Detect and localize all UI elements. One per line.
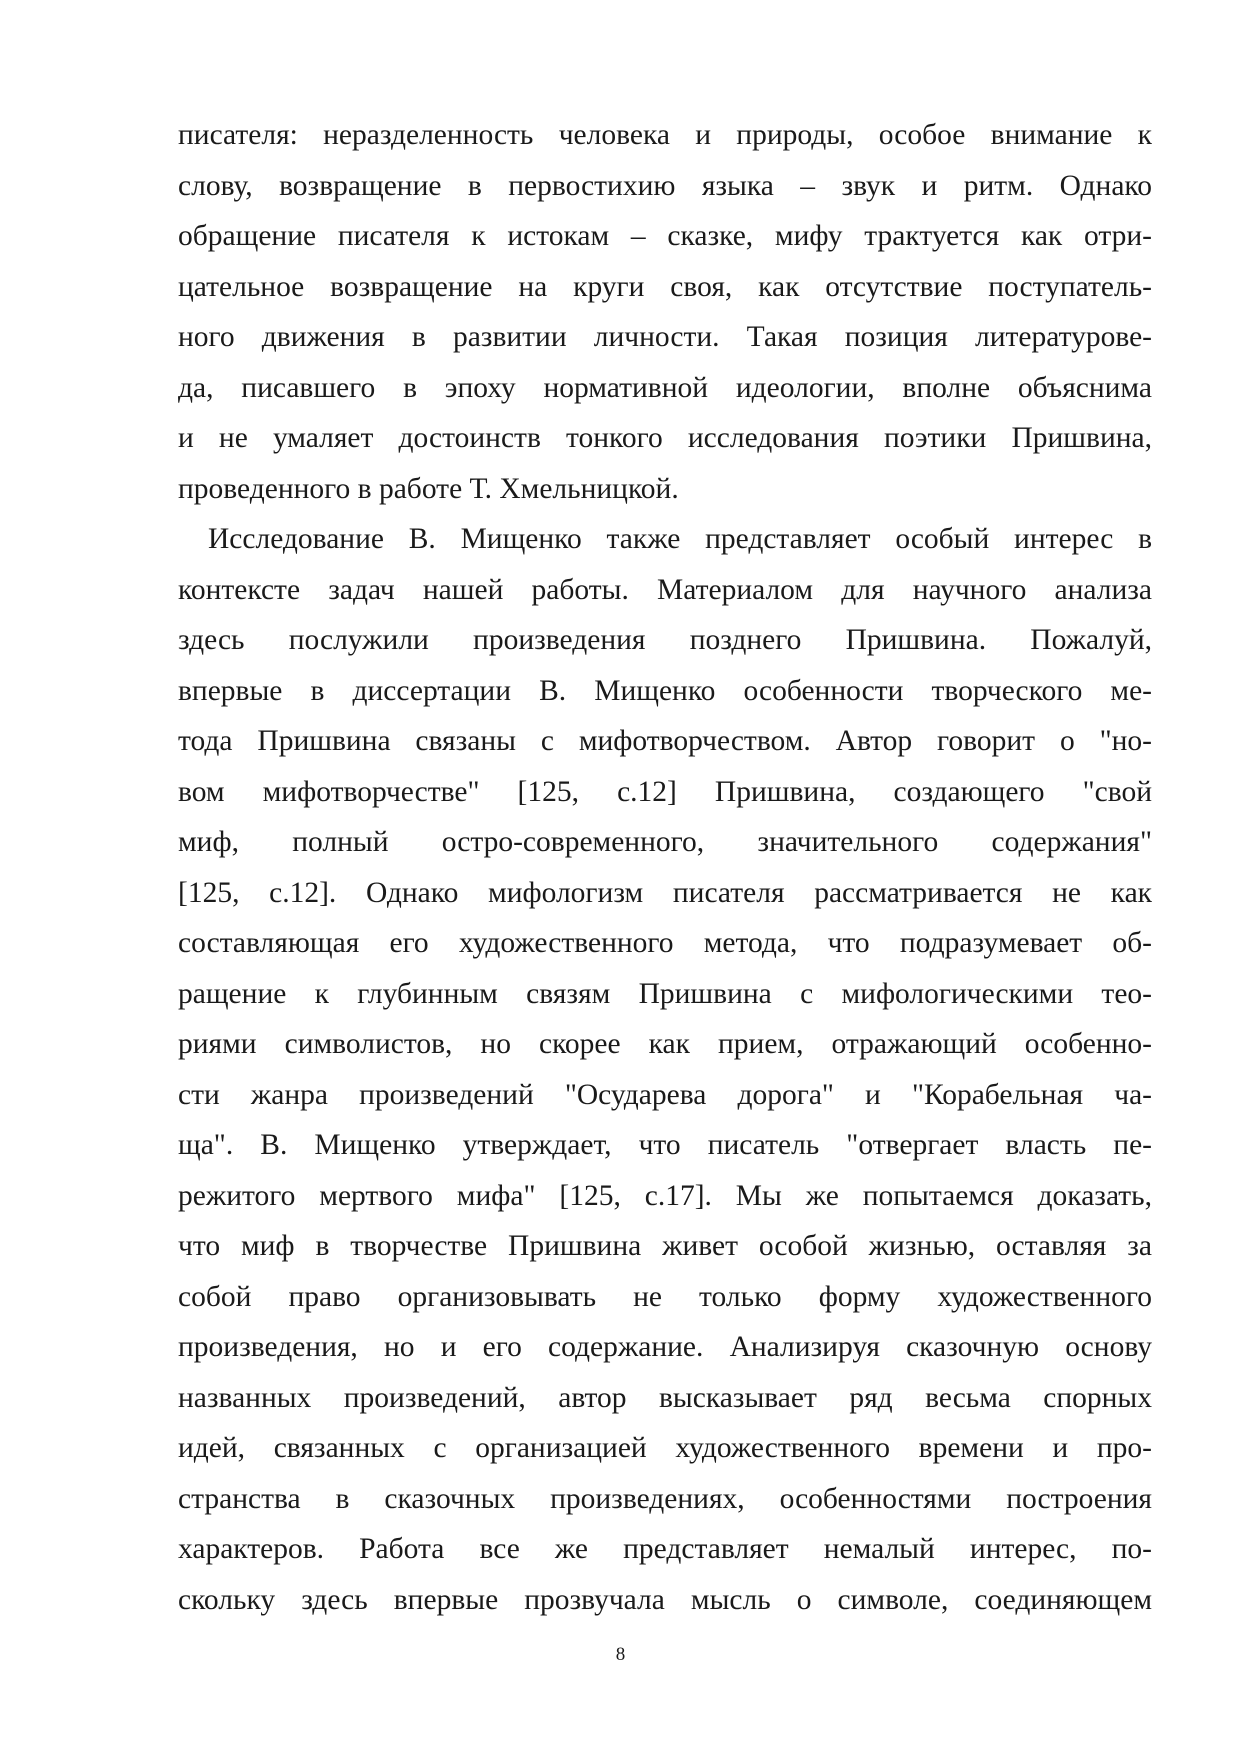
- text-line: составляющая его художественного метода, что подразумевает об-: [178, 927, 1152, 959]
- text-line: писателя: неразделенность человека и природы, особое внимание к: [178, 119, 1152, 151]
- text-line: впервые в диссертации В. Мищенко особенности творческого ме-: [178, 674, 1152, 707]
- text-line: названных произведений, автор высказывает ряд весьма спорных: [178, 1381, 1152, 1414]
- text-line: странства в сказочных произведениях, особенностями построения: [178, 1482, 1152, 1515]
- text-line: [125, с.12]. Однако мифологизм писателя рассматривается не как: [178, 876, 1152, 909]
- text-line: слову, возвращение в первостихию языка – звук и ритм. Однако: [178, 169, 1152, 202]
- text-line: скольку здесь впервые прозвучала мысль о символе, соединяющем: [178, 1583, 1152, 1616]
- body-text: [178, 110, 1152, 1625]
- text-line: что миф в творчестве Пришвина живет особой жизнью, оставляя за: [178, 1230, 1152, 1262]
- text-line: ращение к глубинным связям Пришвина с мифологическими тео-: [178, 977, 1152, 1010]
- text-line: риями символистов, но скорее как прием, отражающий особенно-: [178, 1028, 1152, 1060]
- text-line: ного движения в развитии личности. Такая позиция литературове-: [178, 321, 1152, 353]
- text-line: собой право организовывать не только форму художественного: [178, 1280, 1152, 1313]
- text-line: контексте задач нашей работы. Материалом для научного анализа: [178, 573, 1152, 606]
- text-line: Исследование В. Мищенко также представляет особый интерес в: [208, 523, 1152, 555]
- text-line: ща". В. Мищенко утверждает, что писатель "отвергает власть пе-: [178, 1129, 1152, 1161]
- text-line: характеров. Работа все же представляет немалый интерес, по-: [178, 1533, 1152, 1565]
- paragraph-1: [178, 110, 1152, 514]
- text-line: миф, полный остро-современного, значительного содержания": [178, 826, 1152, 858]
- text-line: проведенного в работе Т. Хмельницкой.: [178, 472, 679, 505]
- text-line: обращение писателя к истокам – сказке, мифу трактуется как отри-: [178, 220, 1152, 252]
- text-line: здесь послужили произведения позднего Пришвина. Пожалуй,: [178, 624, 1152, 656]
- text-line: идей, связанных с организацией художественного времени и про-: [178, 1432, 1152, 1464]
- text-line: тода Пришвина связаны с мифотворчеством. Автор говорит о "но-: [178, 725, 1152, 757]
- text-line: произведения, но и его содержание. Анализируя сказочную основу: [178, 1331, 1152, 1363]
- paragraph-2: [178, 514, 1152, 1625]
- text-line: вом мифотворчестве" [125, с.12] Пришвина, создающего "свой: [178, 775, 1152, 808]
- text-line: да, писавшего в эпоху нормативной идеологии, вполне объяснима: [178, 371, 1152, 404]
- page-number: 8: [615, 1644, 626, 1665]
- text-line: цательное возвращение на круги своя, как отсутствие поступатель-: [178, 270, 1152, 303]
- text-line: режитого мертвого мифа" [125, с.17]. Мы же попытаемся доказать,: [178, 1179, 1152, 1212]
- text-line: и не умаляет достоинств тонкого исследования поэтики Пришвина,: [178, 422, 1152, 454]
- text-line: сти жанра произведений "Осударева дорога" и "Корабельная ча-: [178, 1078, 1152, 1111]
